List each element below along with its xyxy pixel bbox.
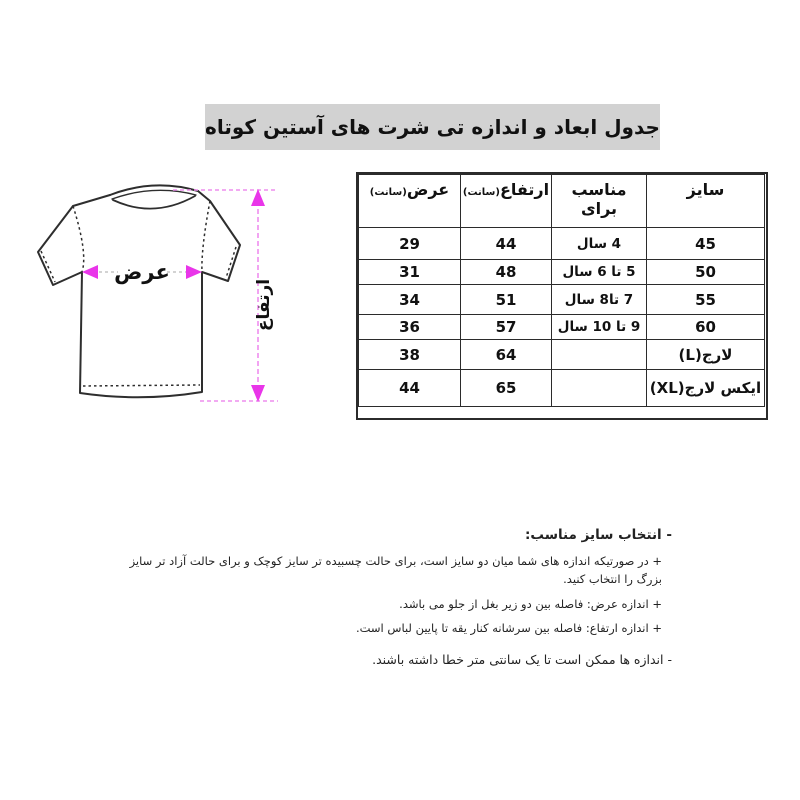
width-cell: 29 [359, 228, 461, 260]
size-table [358, 174, 765, 407]
table-row [359, 260, 765, 285]
height-cell: 51 [461, 285, 552, 315]
column-header-suitable-for: مناسب برای [552, 175, 647, 228]
note-line: + اندازه عرض: فاصله بین دو زیر بغل از جلو می باشد. [399, 596, 662, 611]
width-label: عرض [114, 260, 170, 284]
notes-heading: - انتخاب سایز مناسب: [525, 527, 672, 543]
width-cell: 38 [359, 340, 461, 370]
age-cell: 7 تا8 سال [552, 285, 647, 315]
table-row [359, 285, 765, 315]
size-table-container [356, 172, 768, 420]
table-row [359, 228, 765, 260]
tshirt-diagram [25, 175, 295, 420]
note-line: + در صورتیکه اندازه های شما میان دو سایز است، برای حالت چسبیده تر سایز کوچک و برای حالت آزاد تر سایز بزرگ را انتخاب کنید. [129, 554, 662, 586]
size-cell: 55 [647, 285, 765, 315]
age-cell: 4 سال [552, 228, 647, 260]
age-cell [552, 340, 647, 370]
height-cell: 65 [461, 370, 552, 407]
table-row [359, 315, 765, 340]
height-cell: 48 [461, 260, 552, 285]
column-header-size: سایز [647, 175, 765, 228]
column-header-height: ارتفاع(سانت) [461, 175, 552, 228]
height-label: ارتفاع [254, 278, 274, 332]
size-cell: ایکس لارج(XL) [647, 370, 765, 407]
table-row [359, 370, 765, 407]
notes-footnote: - اندازه ها ممکن است تا یک سانتی متر خطا داشته باشند. [372, 652, 672, 668]
column-header-width: عرض(سانت) [359, 175, 461, 228]
width-cell: 36 [359, 315, 461, 340]
width-cell: 44 [359, 370, 461, 407]
size-notes [112, 527, 672, 667]
age-cell: 9 تا 10 سال [552, 315, 647, 340]
note-line: + اندازه ارتفاع: فاصله بین سرشانه کنار یقه تا پایین لباس است. [355, 621, 662, 636]
size-cell: 60 [647, 315, 765, 340]
age-cell [552, 370, 647, 407]
width-cell: 34 [359, 285, 461, 315]
table-row [359, 340, 765, 370]
size-cell: لارج(L) [647, 340, 765, 370]
height-cell: 57 [461, 315, 552, 340]
tshirt-outline-icon [38, 185, 240, 397]
width-cell: 31 [359, 260, 461, 285]
age-cell: 5 تا 6 سال [552, 260, 647, 285]
page-title: جدول ابعاد و اندازه تی شرت های آستین کوتاه [205, 115, 660, 139]
title-bar [205, 104, 660, 150]
height-cell: 64 [461, 340, 552, 370]
height-cell: 44 [461, 228, 552, 260]
table-header-row [359, 175, 765, 228]
size-cell: 50 [647, 260, 765, 285]
tshirt-seams [41, 201, 236, 386]
size-cell: 45 [647, 228, 765, 260]
